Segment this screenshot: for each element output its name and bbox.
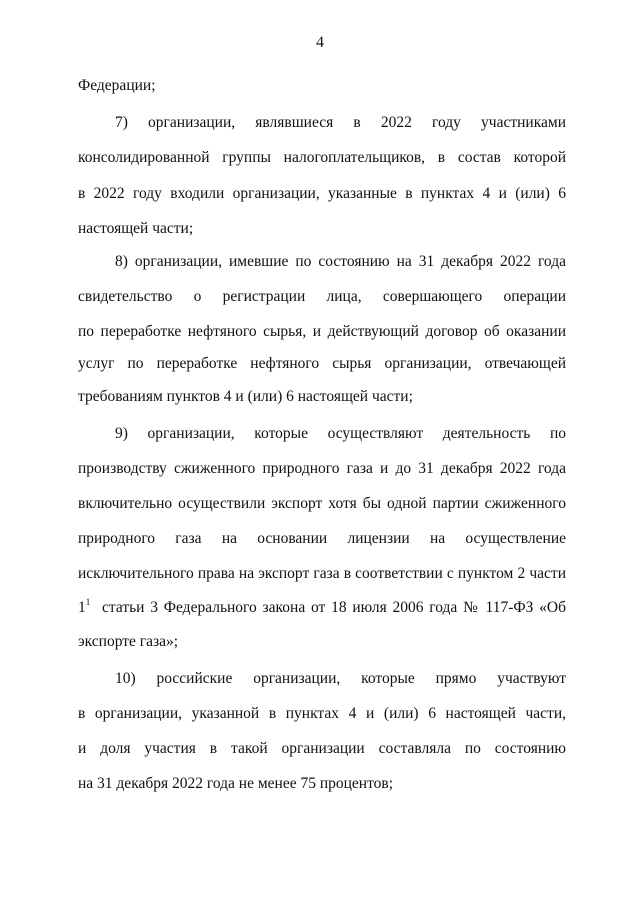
text-line: консолидированной группы налогоплательщиков, в состав которой (78, 149, 566, 166)
text-line: в 2022 году входили организации, указанные в пунктах 4 и (или) 6 (78, 185, 566, 202)
footnote-superscript: 1 (85, 597, 91, 607)
text-line: производству сжиженного природного газа и до 31 декабря 2022 года (78, 460, 566, 477)
text-line: включительно осуществили экспорт хотя бы одной партии сжиженного (78, 495, 566, 512)
text-line: настоящей части; (78, 220, 194, 237)
footnote-number: 1 (78, 599, 86, 616)
text-line: в организации, указанной в пунктах 4 и (или) 6 настоящей части, (78, 705, 566, 722)
list-item-9-line: 9) организации, которые осуществляют деятельность по (115, 425, 566, 442)
text-line: на 31 декабря 2022 года не менее 75 процентов; (78, 775, 394, 792)
text-line: экспорте газа»; (78, 633, 179, 650)
text-line: Федерации; (78, 77, 156, 94)
footnote-ref (78, 598, 98, 618)
page-number: 4 (316, 34, 324, 51)
text-line: свидетельство о регистрации лица, совершающего операции (78, 288, 566, 305)
list-item-10-line: 10) российские организации, которые прямо участвуют (115, 670, 566, 687)
text-line: статьи 3 Федерального закона от 18 июля 2006 года № 117-ФЗ «Об (102, 599, 566, 616)
text-line: по переработке нефтяного сырья, и действующий договор об оказании (78, 323, 566, 340)
text-line: требованиям пунктов 4 и (или) 6 настоящей части; (78, 388, 413, 405)
list-item-7-line: 7) организации, являвшиеся в 2022 году участниками (115, 114, 566, 131)
text-line: и доля участия в такой организации составляла по состоянию (78, 740, 566, 757)
text-line: услуг по переработке нефтяного сырья организации, отвечающей (78, 355, 566, 372)
text-line: исключительного права на экспорт газа в соответствии с пунктом 2 части (78, 565, 566, 582)
text-line: природного газа на основании лицензии на осуществление (78, 530, 566, 547)
list-item-8-line: 8) организации, имевшие по состоянию на 31 декабря 2022 года (115, 253, 566, 270)
